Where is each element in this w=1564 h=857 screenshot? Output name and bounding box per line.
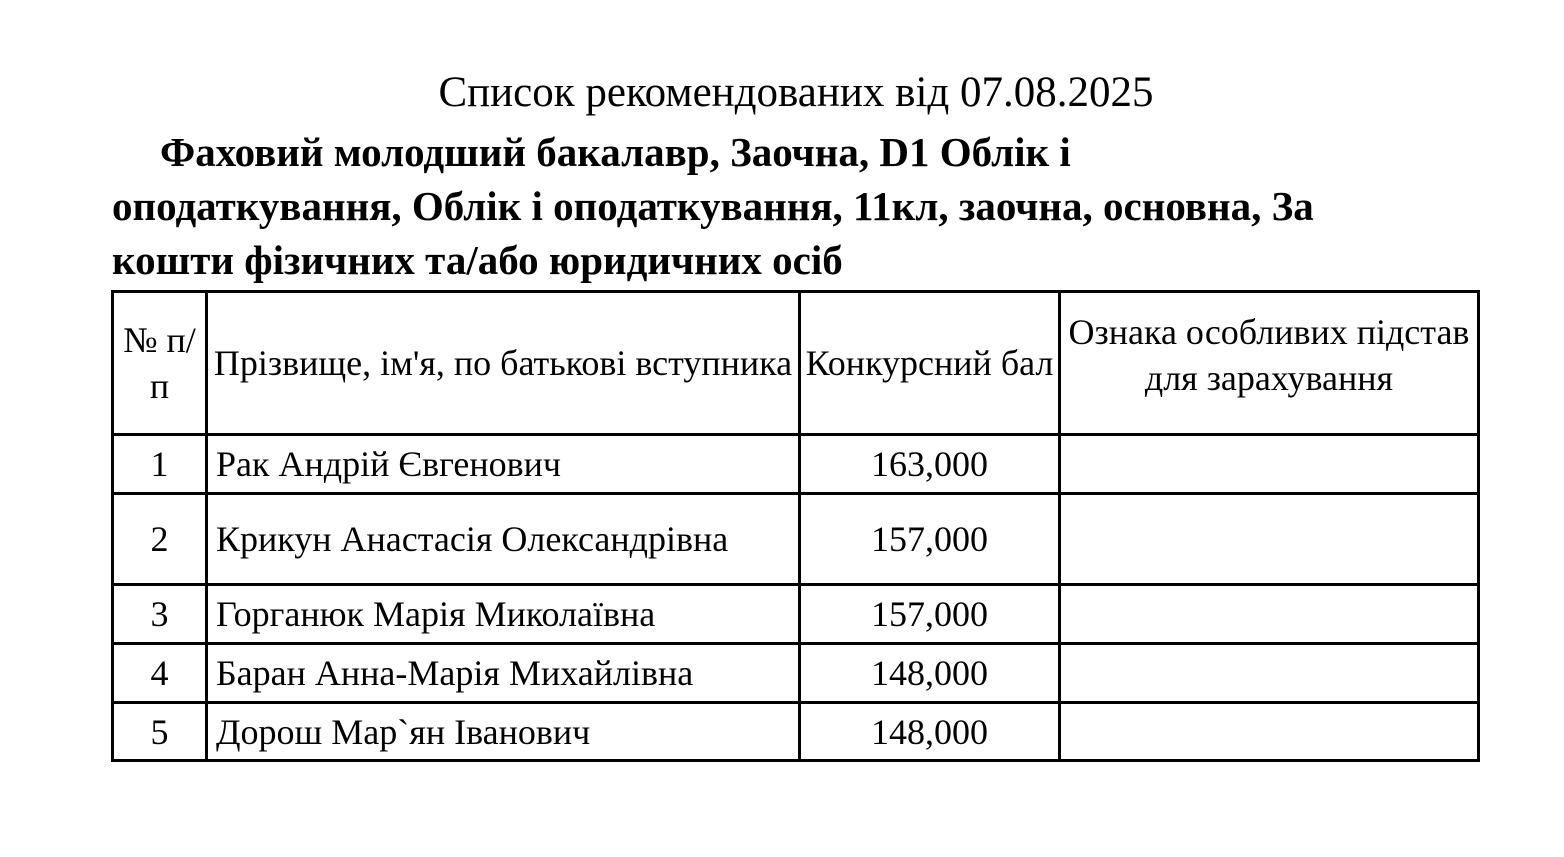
- column-header-number: № п/п: [113, 292, 207, 435]
- row-number: 2: [113, 494, 207, 585]
- applicant-name: Баран Анна-Марія Михайлівна: [207, 644, 800, 703]
- table-row: [113, 644, 1479, 703]
- applicant-score: 148,000: [800, 703, 1060, 761]
- special-basis: [1060, 585, 1479, 644]
- column-header-basis: [1060, 292, 1479, 435]
- applicant-name: Крикун Анастасія Олександрівна: [207, 494, 800, 585]
- row-number: 3: [113, 585, 207, 644]
- table-row: [113, 435, 1479, 494]
- special-basis: [1060, 435, 1479, 494]
- row-number: 4: [113, 644, 207, 703]
- table-row: [113, 494, 1479, 585]
- applicant-name: Рак Андрій Євгенович: [207, 435, 800, 494]
- special-basis: [1060, 644, 1479, 703]
- table-header-row: [113, 292, 1479, 435]
- recommended-applicants-table: [111, 290, 1480, 762]
- applicant-score: 148,000: [800, 644, 1060, 703]
- table-body: [113, 435, 1479, 761]
- column-header-score: Конкурсний бал: [800, 292, 1060, 435]
- applicant-name: Дорош Мар`ян Іванович: [207, 703, 800, 761]
- page-title: Список рекомендованих від 07.08.2025: [438, 69, 1154, 116]
- table-header: [113, 292, 1479, 435]
- special-basis: [1060, 494, 1479, 585]
- row-number: 5: [113, 703, 207, 761]
- applicant-score: 157,000: [800, 494, 1060, 585]
- column-header-basis-label: Ознака особливих підстав для зарахування: [1068, 312, 1470, 398]
- row-number: 1: [113, 435, 207, 494]
- applicant-name: Горганюк Марія Миколаївна: [207, 585, 800, 644]
- applicant-score: 157,000: [800, 585, 1060, 644]
- table-row: [113, 703, 1479, 761]
- table-row: [113, 585, 1479, 644]
- special-basis: [1060, 703, 1479, 761]
- column-header-name: Прізвище, ім'я, по батькові вступника: [207, 292, 800, 435]
- program-description: Фаховий молодший бакалавр, Заочна, D1 Облік і оподаткування, Облік і оподаткування, 11кл, заочна, основна, За кошти фізичних та/або юридичних осіб: [112, 129, 1314, 283]
- applicant-score: 163,000: [800, 435, 1060, 494]
